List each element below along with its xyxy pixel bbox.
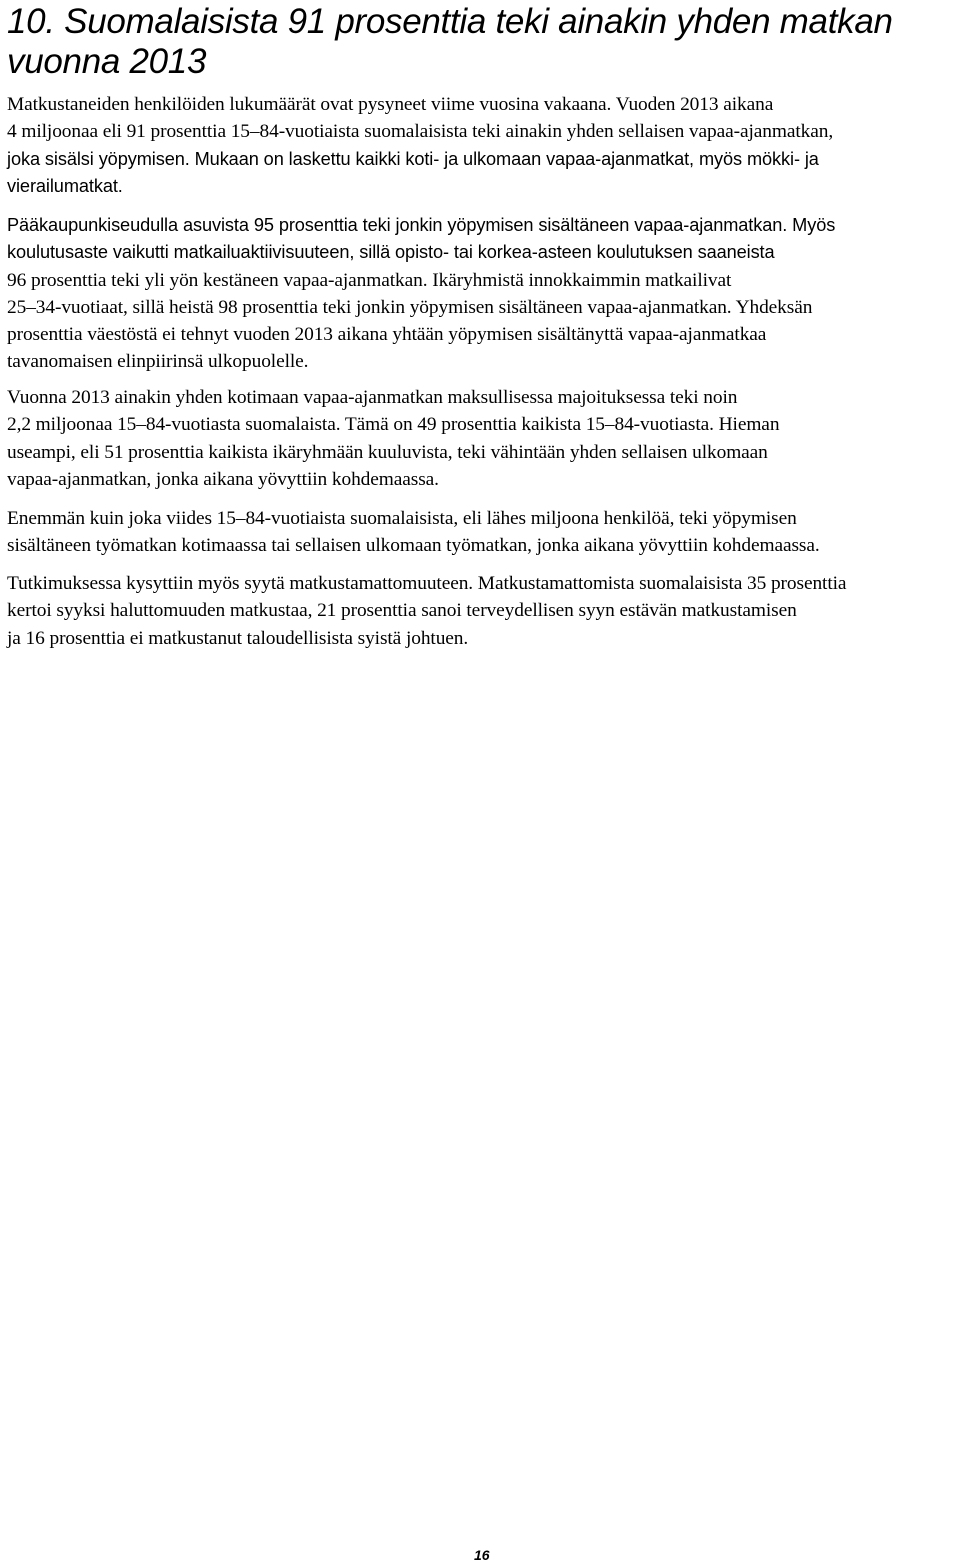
paragraph-line: Pääkaupunkiseudulla asuvista 95 prosenttia teki jonkin yöpymisen sisältäneen vapaa-ajanmatkan. Myös xyxy=(7,215,836,235)
paragraph-line: Matkustaneiden henkilöiden lukumäärät ovat pysyneet viime vuosina vakaana. Vuoden 2013 aikana xyxy=(7,94,774,115)
paragraph-line: sisältäneen työmatkan kotimaassa tai sellaisen ulkomaan työmatkan, jonka aikana yövyttiin kohdemaassa. xyxy=(7,535,820,557)
paragraph-line: joka sisälsi yöpymisen. Mukaan on laskettu kaikki koti- ja ulkomaan vapaa-ajanmatkat, myös mökki- ja xyxy=(7,148,819,169)
paragraph-non-travel-reasons xyxy=(7,570,955,652)
paragraph-line: ja 16 prosenttia ei matkustanut taloudellisista syistä johtuen. xyxy=(7,627,469,649)
paragraph-line: vapaa-ajanmatkan, jonka aikana yövyttiin kohdemaassa. xyxy=(7,468,439,490)
paragraph-paid-accommodation xyxy=(7,384,955,493)
page-number: 16 xyxy=(474,1547,490,1563)
paragraph-line: kertoi syyksi haluttomuuden matkustaa, 21 prosenttia sanoi terveydellisen syyn estävän matkustamisen xyxy=(7,600,797,622)
page-title xyxy=(7,0,955,82)
paragraph-line: prosenttia väestöstä ei tehnyt vuoden 2013 aikana yhtään yöpymisen sisältänyttä vapaa-ajanmatkaa xyxy=(7,324,767,346)
paragraph-line: Tutkimuksessa kysyttiin myös syytä matkustamattomuuteen. Matkustamattomista suomalaisista 35 prosenttia xyxy=(7,573,847,594)
paragraph-travel-counts xyxy=(7,91,955,200)
title-line: 10. Suomalaisista 91 prosenttia teki ainakin yhden matkan xyxy=(7,2,893,41)
paragraph-line: useampi, eli 51 prosenttia kaikista ikäryhmään kuuluvista, teki vähintään yhden sellaisen ulkomaan xyxy=(7,441,768,463)
paragraph-work-trips xyxy=(7,505,960,560)
paragraph-regional-education xyxy=(7,212,955,376)
paragraph-line: koulutusaste vaikutti matkailuaktiivisuuteen, sillä opisto- tai korkea-asteen koulutuksen saaneista xyxy=(7,242,775,263)
paragraph-line: tavanomaisen elinpiirinsä ulkopuolelle. xyxy=(7,351,309,373)
paragraph-line: 25–34-vuotiaat, sillä heistä 98 prosenttia teki jonkin yöpymisen sisältäneen vapaa-ajanmatkan. Yhdeksän xyxy=(7,296,813,318)
paragraph-line: 96 prosenttia teki yli yön kestäneen vapaa-ajanmatkan. Ikäryhmistä innokkaimmin matkailivat xyxy=(7,269,732,291)
paragraph-line: Enemmän kuin joka viides 15–84-vuotiaista suomalaisista, eli lähes miljoona henkilöä, teki yöpymisen xyxy=(7,508,797,529)
paragraph-line: 4 miljoonaa eli 91 prosenttia 15–84-vuotiaista suomalaisista teki ainakin yhden sellaisen vapaa-ajanmatkan, xyxy=(7,121,834,143)
paragraph-line: vierailumatkat. xyxy=(7,175,123,196)
paragraph-line: Vuonna 2013 ainakin yhden kotimaan vapaa-ajanmatkan maksullisessa majoituksessa teki noin xyxy=(7,387,738,408)
title-line: vuonna 2013 xyxy=(7,42,207,81)
paragraph-line: 2,2 miljoonaa 15–84-vuotiasta suomalaista. Tämä on 49 prosenttia kaikista 15–84-vuotiasta. Hieman xyxy=(7,414,780,436)
document-page xyxy=(7,0,955,649)
